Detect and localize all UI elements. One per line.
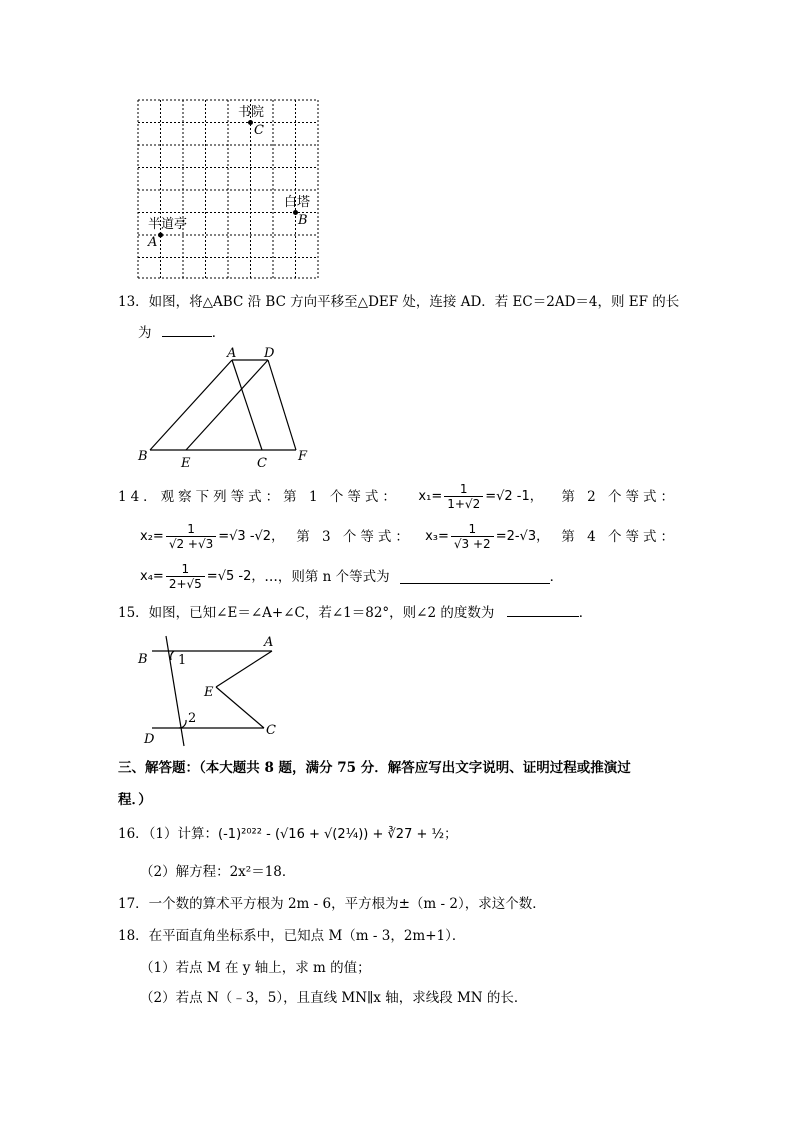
q15-label-2: 2	[188, 711, 197, 726]
q14-line2-post: 第 4 个等式：	[561, 528, 678, 545]
q18-part1: （1）若点 M 在 y 轴上，求 m 的值；	[140, 960, 371, 976]
q14-line1	[118, 482, 678, 511]
q14-eq3-lhs: x₃=	[425, 528, 449, 544]
q14-eq4-num: 1	[181, 562, 190, 576]
q13-label-a: A	[227, 346, 237, 361]
q14-eq3-den: √3 +2	[451, 536, 494, 551]
q14-eq4-frac	[166, 562, 205, 591]
q14-eq1-frac	[444, 482, 483, 511]
q14-line2	[140, 522, 678, 551]
q14-answer-blank[interactable]	[400, 569, 550, 584]
q15-label-b: B	[138, 652, 148, 667]
q18-text: 18．在平面直角坐标系中，已知点 M（m - 3，2m+1）．	[118, 928, 466, 944]
q15-label-1: 1	[178, 653, 187, 668]
q14-eq2-rhs: =√3 -√2，	[218, 528, 285, 544]
grid-map-figure	[136, 98, 320, 280]
point-c	[248, 120, 253, 125]
q15-text: 15．如图，已知∠E＝∠A+∠C，若∠1＝82°，则∠2 的度数为	[118, 605, 495, 621]
q13-figure	[134, 344, 314, 470]
q15-label-a: A	[264, 635, 274, 650]
q14-line3-end: ．	[549, 568, 564, 585]
q13-label-c: C	[257, 456, 267, 470]
q14-eq3-frac	[451, 522, 494, 551]
q17-text: 17．一个数的算术平方根为 2m - 6，平方根为±（m - 2），求这个数．	[118, 896, 546, 912]
q14-line1-pre: 14．观察下列等式：第 1 个等式：	[118, 488, 400, 505]
q15-label-e: E	[204, 685, 214, 700]
q14-eq3-rhs: =2-√3，	[495, 528, 550, 544]
q15-answer-blank[interactable]	[507, 602, 579, 617]
q14-eq1-rhs: =√2 -1，	[485, 488, 543, 504]
q13-label-b: B	[138, 449, 148, 464]
q14-eq2-lhs: x₂=	[140, 528, 164, 544]
point-a-label: A	[148, 235, 158, 250]
q13-label-e: E	[181, 456, 191, 470]
q14-eq2-den: √2 +√3	[166, 536, 216, 551]
place-b-label: 白塔	[284, 195, 311, 210]
q13-line2-post: ．	[211, 325, 226, 341]
point-a	[158, 233, 163, 238]
q14-line3-post: …，则第 n 个等式为	[264, 568, 390, 585]
q13-line2-pre: 为	[138, 325, 152, 341]
q14-eq3-num: 1	[468, 522, 477, 536]
q14-eq4	[140, 562, 264, 591]
q14-eq4-den: 2+√5	[166, 576, 205, 591]
q14-eq1-den: 1+√2	[444, 496, 483, 511]
section3-heading-line2: 程．）	[118, 792, 152, 808]
q14-eq2	[140, 522, 284, 551]
q13-label-f: F	[298, 449, 308, 464]
q13-line2	[138, 322, 225, 343]
q14-eq1-lhs: x₁=	[418, 488, 443, 504]
q14-eq4-lhs: x₄=	[140, 568, 164, 584]
q15-label-d: D	[144, 732, 155, 747]
q14-line1-post: 第 2 个等式：	[561, 488, 678, 505]
place-c-label: 书院	[238, 105, 265, 120]
q14-eq2-frac	[166, 522, 216, 551]
q13-label-d: D	[264, 346, 275, 361]
q14-eq1	[418, 482, 542, 511]
q18-part2: （2）若点 N（﹣3，5），且直线 MN∥x 轴，求线段 MN 的长．	[140, 990, 528, 1006]
q16-part1-expr: (-1)²⁰²² - (√16 + √(2¼)) + ∛27 + ½；	[218, 827, 458, 842]
q15-line	[118, 602, 592, 623]
q13-line1: 13．如图，将△ABC 沿 BC 方向平移至△DEF 处，连接 AD．若 EC＝2AD＝4，则 EF 的长	[118, 294, 680, 310]
q15-label-c: C	[266, 723, 276, 738]
point-c-label: C	[254, 123, 264, 138]
q14-line2-mid: 第 3 个等式：	[296, 528, 413, 545]
q13-answer-blank[interactable]	[162, 322, 212, 337]
q16-part1	[118, 824, 457, 845]
point-b-label: B	[298, 213, 308, 228]
q15-end: ．	[578, 605, 593, 621]
q14-eq1-num: 1	[459, 482, 468, 496]
place-a-label: 半道亭	[148, 217, 188, 232]
q14-eq2-num: 1	[187, 522, 195, 536]
q14-eq4-rhs: =√5 -2，	[206, 568, 265, 584]
section3-heading-line1: 三、解答题：（本大题共 8 题，满分 75 分．解答应写出文字说明、证明过程或推演过	[118, 760, 631, 776]
q14-eq3	[425, 522, 549, 551]
q14-line3	[140, 562, 563, 591]
q16-part1-pre: 16．（1）计算：	[118, 826, 219, 842]
q16-part2: （2）解方程：2x²＝18．	[140, 864, 296, 880]
q15-figure	[134, 630, 284, 750]
